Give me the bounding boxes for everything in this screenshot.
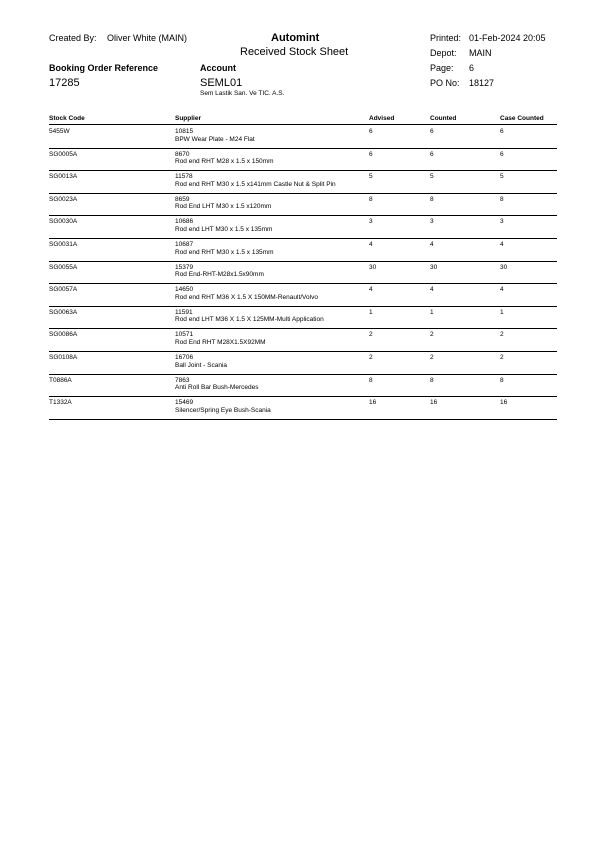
supplier-code-cell: 15379	[175, 263, 194, 271]
description-cell: Rod End RHT M28X1.5X92MM	[175, 338, 266, 346]
table-row	[0, 171, 595, 194]
case-counted-cell: 4	[500, 286, 504, 294]
account-label: Account	[200, 63, 236, 73]
advised-cell: 4	[369, 286, 373, 294]
counted-cell: 5	[430, 173, 434, 181]
case-counted-cell: 1	[500, 308, 504, 316]
advised-cell: 2	[369, 354, 373, 361]
advised-cell: 6	[369, 128, 373, 135]
table-row	[0, 397, 595, 420]
supplier-code-cell: 11591	[175, 308, 193, 316]
description-cell: BPW Wear Plate - M24 Flat	[175, 135, 255, 143]
case-counted-cell: 2	[500, 354, 504, 361]
col-counted: Counted	[430, 115, 457, 122]
description-cell: Ball Joint - Scania	[175, 361, 228, 369]
table-row	[0, 239, 595, 262]
counted-cell: 30	[430, 263, 438, 271]
description-cell: Anti Roll Bar Bush-Mercedes	[175, 384, 259, 392]
printed-value: 01-Feb-2024 20:05	[469, 33, 546, 43]
account-name: Sem Lastik San. Ve TIC. A.S.	[200, 90, 285, 97]
counted-cell: 2	[430, 331, 434, 339]
counted-cell: 8	[430, 195, 434, 203]
supplier-code-cell: 15469	[175, 399, 194, 407]
case-counted-cell: 16	[500, 399, 508, 407]
stock-code-cell: SG0057A	[49, 286, 78, 294]
supplier-code-cell: 11578	[175, 173, 193, 181]
supplier-code-cell: 7863	[175, 376, 190, 384]
advised-cell: 16	[369, 399, 377, 407]
table-row	[0, 284, 595, 307]
case-counted-cell: 5	[500, 173, 504, 181]
stock-code-cell: T0886A	[49, 376, 72, 384]
advised-cell: 1	[369, 308, 373, 316]
stock-code-cell: SG0005A	[49, 150, 78, 158]
counted-cell: 16	[430, 399, 438, 407]
stock-code-cell: SG0030A	[49, 218, 78, 226]
case-counted-cell: 8	[500, 195, 504, 203]
stock-code-cell: SG0055A	[49, 263, 78, 271]
supplier-code-cell: 8670	[175, 150, 190, 158]
stock-code-cell: SG0108A	[49, 354, 78, 361]
supplier-code-cell: 10571	[175, 331, 194, 339]
advised-cell: 4	[369, 241, 373, 248]
table-row	[0, 126, 595, 149]
table-row	[0, 329, 595, 352]
col-advised: Advised	[369, 115, 395, 122]
stock-code-cell: SG0031A	[49, 241, 78, 248]
supplier-code-cell: 16706	[175, 354, 194, 361]
booking-ref-label: Booking Order Reference	[49, 63, 159, 73]
company-name: Automint	[271, 32, 320, 44]
stock-code-cell: SG0063A	[49, 308, 78, 316]
counted-cell: 4	[430, 286, 434, 294]
advised-cell: 5	[369, 173, 373, 181]
advised-cell: 2	[369, 331, 373, 339]
advised-cell: 30	[369, 263, 377, 271]
supplier-code-cell: 10815	[175, 128, 194, 135]
counted-cell: 6	[430, 150, 434, 158]
description-cell: Rod End-RHT-M28x1.5x90mm	[175, 271, 264, 279]
col-case-counted: Case Counted	[500, 115, 544, 122]
col-stock-code: Stock Code	[49, 115, 85, 122]
case-counted-cell: 2	[500, 331, 504, 339]
description-cell: Silencer/Spring Eye Bush-Scania	[175, 406, 271, 414]
table-row	[0, 149, 595, 172]
counted-cell: 2	[430, 354, 434, 361]
counted-cell: 1	[430, 308, 434, 316]
account-code: SEML01	[200, 77, 243, 89]
description-cell: Rod end LHT M30 x 1.5 x 135mm	[175, 225, 273, 233]
case-counted-cell: 6	[500, 128, 504, 135]
description-cell: Rod end RHT M30 x 1.5 x 135mm	[175, 248, 274, 256]
printed-label: Printed:	[430, 33, 462, 43]
stock-code-cell: SG0023A	[49, 195, 78, 203]
depot-label: Depot:	[430, 48, 457, 58]
stock-code-cell: SG0086A	[49, 331, 78, 339]
advised-cell: 8	[369, 195, 373, 203]
table-row	[0, 307, 595, 330]
description-cell: Rod end RHT M36 X 1.5 X 150MM-Renault/Volvo	[175, 293, 318, 301]
case-counted-cell: 4	[500, 241, 504, 248]
case-counted-cell: 3	[500, 218, 504, 226]
supplier-code-cell: 10687	[175, 241, 194, 248]
case-counted-cell: 6	[500, 150, 504, 158]
case-counted-cell: 8	[500, 376, 504, 384]
po-label: PO No:	[430, 78, 460, 88]
advised-cell: 3	[369, 218, 373, 226]
counted-cell: 3	[430, 218, 434, 226]
supplier-code-cell: 14650	[175, 286, 194, 294]
stock-code-cell: 5455W	[49, 128, 70, 135]
description-cell: Rod end RHT M28 x 1.5 x 150mm	[175, 158, 274, 166]
table-row	[0, 216, 595, 239]
advised-cell: 8	[369, 376, 373, 384]
stock-code-cell: SG0013A	[49, 173, 78, 181]
depot-value: MAIN	[469, 48, 492, 58]
description-cell: Rod end RHT M30 x 1.5 x141mm Castle Nut & Split Pin	[175, 180, 336, 188]
page-number: 6	[469, 63, 475, 73]
report-title: Received Stock Sheet	[240, 46, 349, 58]
stock-code-cell: T1332A	[49, 399, 72, 407]
supplier-code-cell: 8659	[175, 195, 190, 203]
supplier-code-cell: 10686	[175, 218, 194, 226]
created-by-value: Oliver White (MAIN)	[107, 33, 188, 43]
table-row	[0, 352, 595, 375]
booking-ref-value: 17285	[49, 77, 80, 89]
counted-cell: 8	[430, 376, 434, 384]
header-rule	[49, 124, 557, 125]
advised-cell: 6	[369, 150, 373, 158]
description-cell: Rod end LHT M36 X 1.5 X 125MM-Multi Application	[175, 316, 324, 324]
row-divider	[49, 419, 557, 420]
table-row	[0, 262, 595, 285]
col-supplier: Supplier	[175, 115, 202, 122]
case-counted-cell: 30	[500, 263, 508, 271]
created-by-label: Created By:	[49, 33, 97, 43]
table-row	[0, 375, 595, 398]
counted-cell: 4	[430, 241, 434, 248]
description-cell: Rod End LHT M30 x 1.5 x120mm	[175, 203, 272, 211]
po-number: 18127	[469, 78, 495, 88]
page-label: Page:	[430, 63, 454, 73]
counted-cell: 6	[430, 128, 434, 135]
table-row	[0, 194, 595, 217]
